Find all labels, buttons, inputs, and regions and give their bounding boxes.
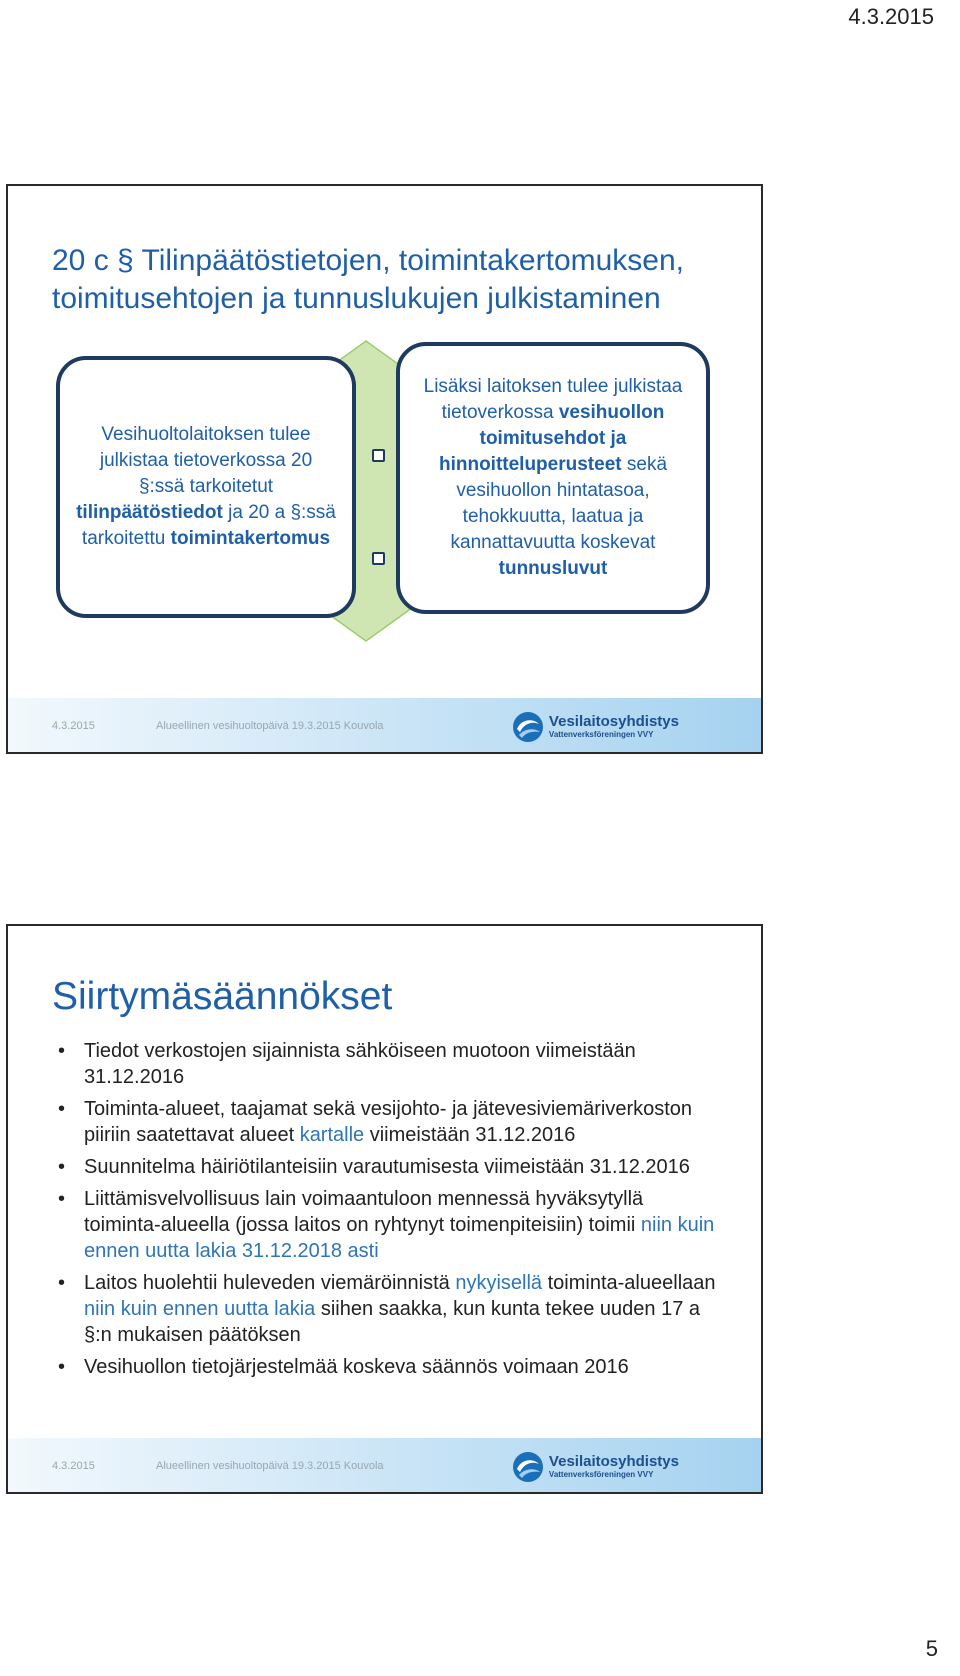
bullet-text: Suunnitelma häiriötilanteisiin varautumisesta viimeistään 31.12.2016 [84,1156,690,1178]
slide-2-title: Siirtymäsäännökset [52,975,393,1018]
list-item [58,1154,718,1180]
list-item [58,1186,718,1264]
footer-date: 4.3.2015 [52,720,95,732]
right-box [396,342,710,614]
list-item [58,1270,718,1348]
logo-name: Vesilaitosyhdistys [548,1453,679,1470]
square-bullet-icon [372,552,385,565]
bullet-text: Vesihuollon tietojärjestelmää koskeva säännös voimaan 2016 [84,1356,629,1378]
logo-name: Vesilaitosyhdistys [548,713,679,730]
bullet-text: viimeistään 31.12.2016 [364,1124,576,1146]
bullet-highlight: niin kuin ennen uutta lakia 31.12.2018 asti [84,1214,715,1262]
bullet-text: siihen saakka, kun kunta tekee uuden 17 a §:n mukaisen päätöksen [84,1298,700,1346]
right-box-bold-2: tunnusluvut [498,558,608,579]
page-number: 5 [925,1636,938,1661]
slide-footer [8,698,761,752]
logo-subtitle: Vattenverksföreningen VVY [548,1470,654,1479]
left-box [56,356,356,618]
right-box-text-1: Lisäksi laitoksen tulee julkistaa tietoverkossa [423,376,683,423]
square-bullet-icon [372,449,385,462]
left-box-text-2: ja 20 a §:ssä tarkoitettu [81,502,336,549]
water-drop-logo-icon [511,1450,545,1484]
list-item [58,1038,718,1090]
bullet-list [58,1038,718,1386]
slide-1-title: 20 c § Tilinpäätöstietojen, toimintakertomuksen, toimitusehtojen ja tunnuslukujen julkistaminen [52,244,685,315]
page-date: 4.3.2015 [848,4,934,29]
footer-date: 4.3.2015 [52,1460,95,1472]
logo-subtitle: Vattenverksföreningen VVY [548,730,654,739]
list-item [58,1096,718,1148]
vvy-logo [511,1450,679,1484]
right-box-text-2: sekä vesihuollon hintatasoa, tehokkuutta, laatua ja kannattavuutta koskevat [450,454,668,553]
vvy-logo [511,710,679,744]
left-box-text-1: Vesihuoltolaitoksen tulee julkistaa tietoverkossa 20 §:ssä tarkoitetut [99,424,313,497]
bullet-highlight: kartalle [299,1124,365,1146]
footer-event: Alueellinen vesihuoltopäivä 19.3.2015 Kouvola [156,720,384,732]
bullet-text: Toiminta-alueet, taajamat sekä vesijohto- ja jätevesiviemäriverkoston piiriin saatettavat alueet [84,1098,693,1146]
right-box-bold-1: vesihuollon toimitusehdot ja hinnoitteluperusteet [438,402,665,475]
left-box-bold-2: toimintakertomus [170,528,331,549]
footer-event: Alueellinen vesihuoltopäivä 19.3.2015 Kouvola [156,1460,384,1472]
slide-1 [6,184,763,754]
bullet-text: toiminta-alueellaan [542,1272,716,1294]
bullet-text: Tiedot verkostojen sijainnista sähköiseen muotoon viimeistään 31.12.2016 [84,1040,636,1088]
slide-footer [8,1438,761,1492]
bullet-highlight: niin kuin ennen uutta lakia [84,1298,316,1320]
slide-2 [6,924,763,1494]
water-drop-logo-icon [511,710,545,744]
diagram [8,186,763,686]
left-box-bold-1: tilinpäätöstiedot [76,502,223,523]
bullet-text: Liittämisvelvollisuus lain voimaantuloon mennessä hyväksytyllä toiminta-alueella (jossa laitos on ryhtynyt toimenpiteisiin) toimii [84,1188,644,1236]
bullet-text: Laitos huolehtii huleveden viemäröinnistä [84,1272,456,1294]
list-item [58,1354,718,1380]
bullet-highlight: nykyisellä [455,1272,543,1294]
